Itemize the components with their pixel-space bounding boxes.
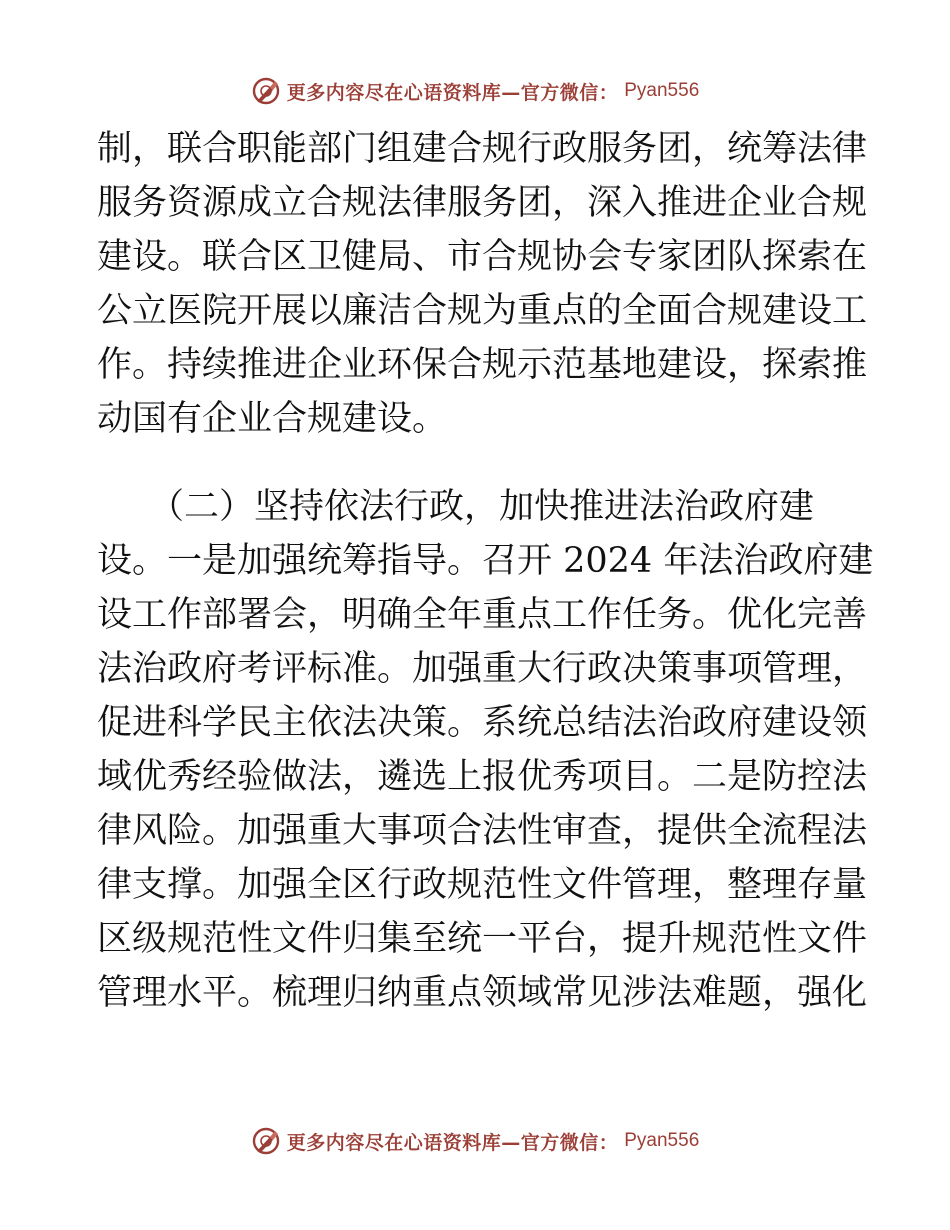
text-line: 作。持续推进企业环保合规示范基地建设，探索推 bbox=[97, 345, 868, 385]
text-line: 动国有企业合规建设。 bbox=[97, 399, 448, 439]
text-line: 建设。联合区卫健局、市合规协会专家团队探索在 bbox=[97, 237, 868, 277]
pen-logo-icon bbox=[251, 1126, 281, 1156]
text-line: 区级规范性文件归集至统一平台，提升规范性文件 bbox=[97, 919, 868, 959]
watermark-id: Pyan556 bbox=[624, 1130, 700, 1151]
pen-logo-icon bbox=[251, 76, 281, 106]
text-line: 公立医院开展以廉洁合规为重点的全面合规建设工 bbox=[97, 291, 868, 331]
text-line: 律支撑。加强全区行政规范性文件管理，整理存量 bbox=[97, 865, 868, 905]
document-body bbox=[97, 122, 874, 1020]
text-line: 服务资源成立合规法律服务团，深入推进企业合规 bbox=[97, 183, 868, 223]
header-watermark bbox=[0, 74, 950, 108]
text-line: 律风险。加强重大事项合法性审查，提供全流程法 bbox=[97, 811, 868, 851]
text-line: 域优秀经验做法，遴选上报优秀项目。二是防控法 bbox=[97, 757, 868, 797]
watermark-text: 更多内容尽在心语资料库—官方微信： bbox=[286, 81, 619, 104]
section-heading-line: （二）坚持依法行政，加快推进法治政府建 bbox=[149, 487, 815, 527]
text-line: 促进科学民主依法决策。系统总结法治政府建设领 bbox=[97, 703, 868, 743]
footer-watermark bbox=[0, 1124, 950, 1158]
text-line: 制，联合职能部门组建合规行政服务团，统筹法律 bbox=[97, 129, 868, 169]
text-line: 设。一是加强统筹指导。召开 2024 年法治政府建 bbox=[97, 541, 874, 581]
text-line: 设工作部署会，明确全年重点工作任务。优化完善 bbox=[97, 595, 868, 635]
watermark-text: 更多内容尽在心语资料库—官方微信： bbox=[286, 1131, 619, 1154]
watermark-id: Pyan556 bbox=[624, 80, 700, 101]
paragraph-1 bbox=[97, 122, 868, 446]
text-line: 管理水平。梳理归纳重点领域常见涉法难题，强化 bbox=[97, 973, 868, 1013]
paragraph-2 bbox=[97, 480, 874, 1020]
text-line: 法治政府考评标准。加强重大行政决策事项管理， bbox=[97, 649, 868, 689]
